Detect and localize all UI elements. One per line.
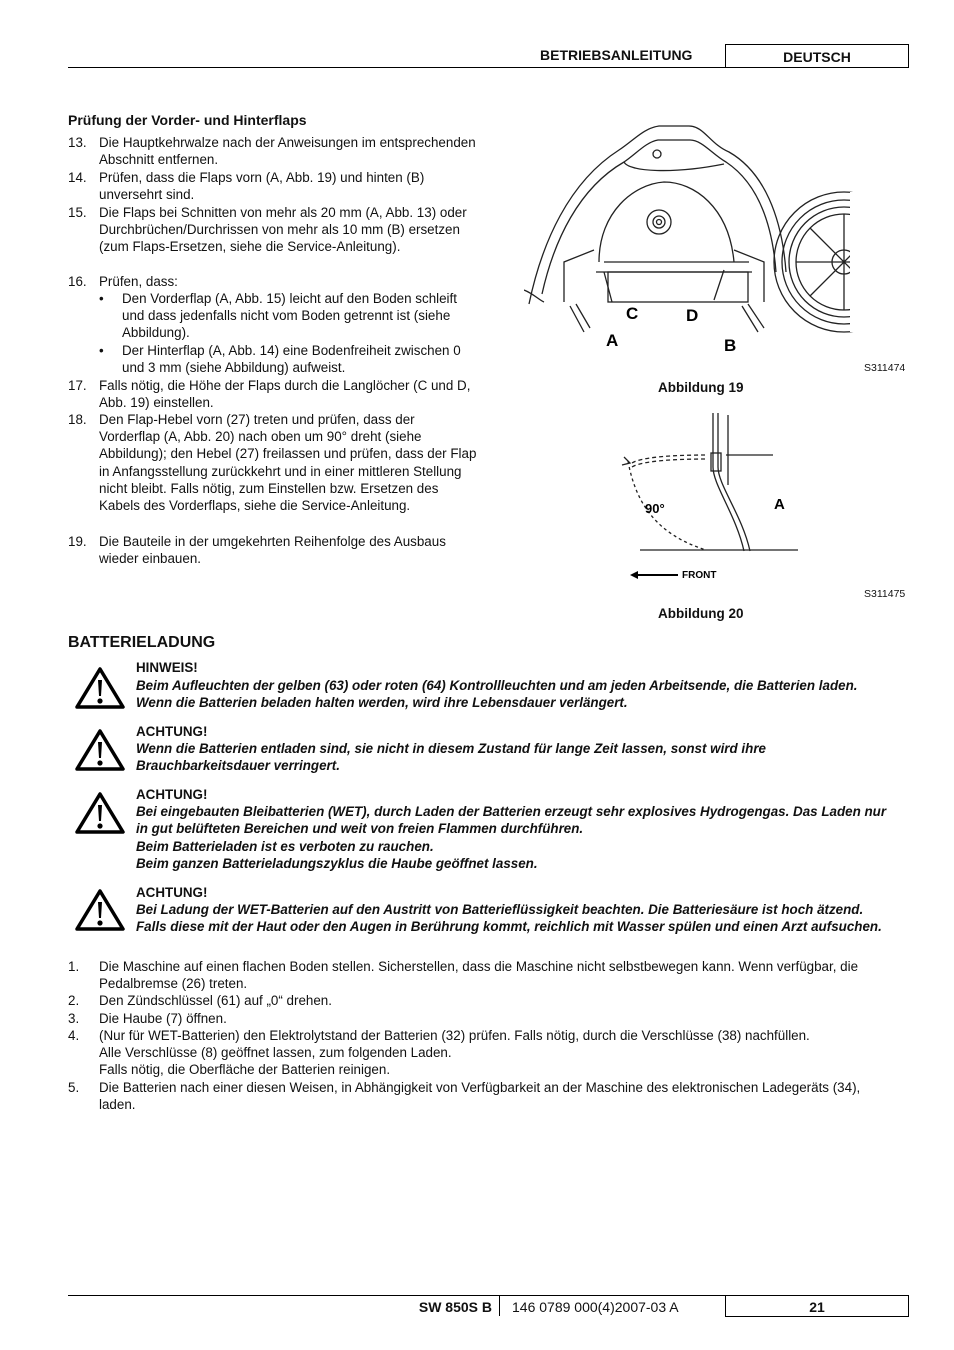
warning-icon [74,888,126,932]
figure-19-caption: Abbildung 19 [658,380,744,395]
warning-icon [74,791,126,835]
list-item-text: Die Flaps bei Schnitten von mehr als 20 mm (A, Abb. 13) oder Durchbrüchen/Durchrissen von mehr als 10 mm (B) ersetzen (zum Flaps-Ersetzen, siehe die Service-Anleitung). [99,205,467,255]
step-text: Die Maschine auf einen flachen Boden stellen. Sicherstellen, dass die Maschine nicht selbstbewegen kann. Wenn verfügbar, die Pedalbremse (26) treten. [99,959,859,992]
step-number: 4. [68,1028,80,1043]
fig20-front-label: FRONT [682,570,717,581]
figure-19-code: S311474 [864,362,906,374]
step-number: 2. [68,993,80,1008]
warning-text-extra: Beim Batterieladen ist es verboten zu rauchen. [136,839,434,854]
list-item-text: Die Bauteile in der umgekehrten Reihenfolge des Ausbaus wieder einbauen. [99,534,446,567]
list-item-number: 15. [68,205,87,220]
warning-heading: ACHTUNG! [136,885,208,900]
warning-icon [74,666,126,710]
bullet-text: Der Hinterflap (A, Abb. 14) eine Bodenfreiheit zwischen 0 und 3 mm (siehe Abbildung) aufweist. [122,343,461,376]
list-item-text: Die Hauptkehrwalze nach der Anweisungen im entsprechenden Abschnitt entfernen. [99,135,476,168]
footer-page-number: 21 [809,1299,825,1315]
warning-text: Bei eingebauten Bleibatterien (WET), durch Laden der Batterien erzeugt sehr explosives Hydrogengas. Das Laden nur in gut belüfteten Bereichen und weit von freien Flammen durchführen. [136,804,887,837]
warning-heading: HINWEIS! [136,660,198,675]
warning-text: Bei Ladung der WET-Batterien auf den Austritt von Batterieflüssigkeit beachten. Die Batteriesäure ist hoch ätzend. Falls diese mit der Haut oder den Augen in Berührung kommt, reichlich mit Wasser spülen und einen Arzt aufsuchen. [136,902,882,935]
list-item-text: Prüfen, dass die Flaps vorn (A, Abb. 19) und hinten (B) unversehrt sind. [99,170,425,203]
warning-heading: ACHTUNG! [136,724,208,739]
list-item-number: 16. [68,274,87,289]
figure-20-drawing [618,405,803,583]
warning-text: Wenn die Batterien entladen sind, sie nicht in diesem Zustand für lange Zeit lassen, sonst wird ihre Brauchbarkeitsdauer verringert. [136,741,766,774]
figure-20-code: S311475 [864,588,906,600]
warning-text: Beim Aufleuchten der gelben (63) oder roten (64) Kontrollleuchten und am jeden Arbeitsende, die Batterien laden. Wenn die Batterien beladen halten werden, wird ihre Lebensdauer verlängert. [136,678,858,711]
step-text: (Nur für WET-Batterien) den Elektrolytstand der Batterien (32) prüfen. Falls nötig, durch die Verschlüsse (38) nachfüllen. [99,1028,810,1043]
header-language: DEUTSCH [783,49,851,65]
step-text-extra: Alle Verschlüsse (8) geöffnet lassen, zum folgenden Laden. [99,1045,452,1060]
footer-separator [499,1296,500,1316]
fig19-label-a: A [606,331,619,350]
bullet-symbol: • [99,291,104,306]
step-text: Die Batterien nach einer diesen Weisen, in Abhängigkeit von Verfügbarkeit an der Maschine des elektronischen Ladegeräts (34), laden. [99,1080,861,1113]
figure-20-caption: Abbildung 20 [658,606,744,621]
list-item-text: Prüfen, dass: [99,274,178,289]
fig20-angle: 90° [645,501,665,516]
fig19-label-c: C [626,304,639,323]
header-manual-title: BETRIEBSANLEITUNG [540,47,693,63]
list-item-text: Falls nötig, die Höhe der Flaps durch die Langlöcher (C und D, Abb. 19) einstellen. [99,378,471,411]
list-item-number: 19. [68,534,87,549]
step-text: Die Haube (7) öffnen. [99,1011,227,1026]
warning-text-extra: Beim ganzen Batterieladungszyklus die Haube geöffnet lassen. [136,856,538,871]
step-number: 5. [68,1080,80,1095]
fig20-label-a: A [774,496,785,513]
list-item-number: 17. [68,378,87,393]
warning-heading: ACHTUNG! [136,787,208,802]
list-item-number: 18. [68,412,87,427]
bullet-symbol: • [99,343,104,358]
warning-icon [74,728,126,772]
list-item-number: 14. [68,170,87,185]
fig19-label-b: B [724,336,737,354]
bullet-text: Den Vorderflap (A, Abb. 15) leicht auf den Boden schleift und dass jedenfalls nicht vom Boden getrennt ist (siehe Abbildung). [122,291,457,341]
footer-model: SW 850S B [418,1299,492,1315]
step-text: Den Zündschlüssel (61) auf „0“ drehen. [99,993,332,1008]
footer-doc-number: 146 0789 000(4)2007-03 A [512,1299,679,1315]
step-number: 1. [68,959,80,974]
fig19-label-d: D [686,306,699,325]
list-item-text: Den Flap-Hebel vorn (27) treten und prüfen, dass der Vorderflap (A, Abb. 20) nach oben um 90° dreht (siehe Abbildung); den Hebel (27) freilassen und prüfen, dass der Flap in Anfangsstellung zurückkehrt und in einer mittleren Stellung nicht bleibt. Falls nötig, zum Einstellen bzw. Ersetzen des Kabels des Vorderflaps, siehe die Service-Anleitung. [99,412,477,514]
section-title-battery: BATTERIELADUNG [68,634,216,651]
step-text-extra: Falls nötig, die Oberfläche der Batterien reinigen. [99,1062,391,1077]
step-number: 3. [68,1011,80,1026]
section-title-flaps: Prüfung der Vorder- und Hinterflaps [68,112,307,128]
figure-19-drawing [524,122,874,354]
list-item-number: 13. [68,135,87,150]
